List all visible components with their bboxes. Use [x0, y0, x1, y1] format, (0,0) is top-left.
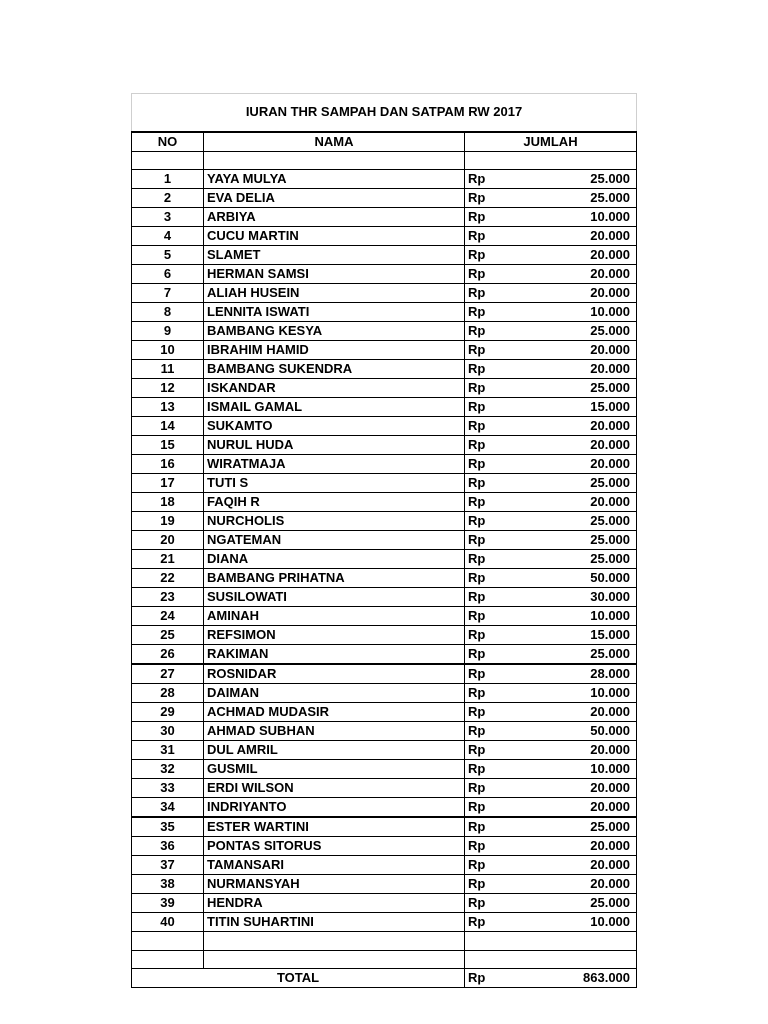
row-amount: 50.000	[513, 569, 637, 588]
table-row	[132, 246, 637, 265]
row-name: NURUL HUDA	[204, 436, 465, 455]
table-row	[132, 569, 637, 588]
row-amount: 20.000	[513, 246, 637, 265]
row-currency: Rp	[465, 322, 513, 341]
row-number: 14	[132, 417, 204, 436]
row-amount: 10.000	[513, 303, 637, 322]
row-number: 1	[132, 170, 204, 189]
total-row	[132, 969, 637, 988]
row-number: 19	[132, 512, 204, 531]
table-row	[132, 189, 637, 208]
row-number: 15	[132, 436, 204, 455]
table-row	[132, 760, 637, 779]
row-currency: Rp	[465, 913, 513, 932]
table-row	[132, 341, 637, 360]
row-number: 13	[132, 398, 204, 417]
row-number: 22	[132, 569, 204, 588]
row-name: NGATEMAN	[204, 531, 465, 550]
row-currency: Rp	[465, 474, 513, 493]
row-number: 2	[132, 189, 204, 208]
row-amount: 20.000	[513, 856, 637, 875]
table-row	[132, 398, 637, 417]
row-amount: 25.000	[513, 645, 637, 665]
row-amount: 20.000	[513, 798, 637, 818]
row-currency: Rp	[465, 664, 513, 684]
row-amount: 25.000	[513, 379, 637, 398]
table-row	[132, 436, 637, 455]
row-number: 10	[132, 341, 204, 360]
row-number: 30	[132, 722, 204, 741]
row-number: 16	[132, 455, 204, 474]
table-row	[132, 837, 637, 856]
row-amount: 25.000	[513, 550, 637, 569]
row-amount: 20.000	[513, 436, 637, 455]
row-currency: Rp	[465, 856, 513, 875]
row-number: 33	[132, 779, 204, 798]
table-row	[132, 284, 637, 303]
row-name: INDRIYANTO	[204, 798, 465, 818]
row-currency: Rp	[465, 379, 513, 398]
table-row	[132, 779, 637, 798]
table-row	[132, 360, 637, 379]
total-label: TOTAL	[132, 969, 465, 988]
row-currency: Rp	[465, 837, 513, 856]
row-currency: Rp	[465, 360, 513, 379]
row-currency: Rp	[465, 455, 513, 474]
table-row	[132, 455, 637, 474]
row-amount: 20.000	[513, 341, 637, 360]
row-number: 24	[132, 607, 204, 626]
table-row	[132, 664, 637, 684]
row-amount: 25.000	[513, 322, 637, 341]
row-name: EVA DELIA	[204, 189, 465, 208]
row-number: 35	[132, 817, 204, 837]
total-currency: Rp	[465, 969, 513, 988]
row-number: 37	[132, 856, 204, 875]
row-name: TUTI S	[204, 474, 465, 493]
table-row	[132, 588, 637, 607]
row-currency: Rp	[465, 722, 513, 741]
blank-row	[132, 950, 637, 968]
row-name: AHMAD SUBHAN	[204, 722, 465, 741]
row-number: 4	[132, 227, 204, 246]
table-row	[132, 379, 637, 398]
row-number: 8	[132, 303, 204, 322]
row-number: 40	[132, 913, 204, 932]
row-currency: Rp	[465, 588, 513, 607]
row-name: LENNITA ISWATI	[204, 303, 465, 322]
table-row	[132, 303, 637, 322]
row-amount: 25.000	[513, 189, 637, 208]
row-amount: 20.000	[513, 779, 637, 798]
row-number: 11	[132, 360, 204, 379]
header-row	[132, 132, 637, 152]
row-name: HENDRA	[204, 894, 465, 913]
table-row	[132, 741, 637, 760]
row-amount: 20.000	[513, 741, 637, 760]
row-name: RAKIMAN	[204, 645, 465, 665]
row-name: DUL AMRIL	[204, 741, 465, 760]
row-currency: Rp	[465, 569, 513, 588]
row-currency: Rp	[465, 779, 513, 798]
row-amount: 25.000	[513, 512, 637, 531]
row-name: TITIN SUHARTINI	[204, 913, 465, 932]
row-name: ISKANDAR	[204, 379, 465, 398]
row-currency: Rp	[465, 817, 513, 837]
table-row	[132, 875, 637, 894]
row-currency: Rp	[465, 607, 513, 626]
table-row	[132, 722, 637, 741]
row-name: ALIAH HUSEIN	[204, 284, 465, 303]
table-row	[132, 474, 637, 493]
row-currency: Rp	[465, 208, 513, 227]
row-name: PONTAS SITORUS	[204, 837, 465, 856]
blank-row	[132, 932, 637, 950]
row-name: AMINAH	[204, 607, 465, 626]
table-row	[132, 798, 637, 818]
row-name: HERMAN SAMSI	[204, 265, 465, 284]
row-amount: 20.000	[513, 703, 637, 722]
row-name: ESTER WARTINI	[204, 817, 465, 837]
row-number: 38	[132, 875, 204, 894]
header-no: NO	[132, 132, 204, 152]
row-currency: Rp	[465, 531, 513, 550]
table-row	[132, 817, 637, 837]
row-number: 18	[132, 493, 204, 512]
row-name: ARBIYA	[204, 208, 465, 227]
table-row	[132, 512, 637, 531]
table-row	[132, 227, 637, 246]
row-amount: 20.000	[513, 227, 637, 246]
row-currency: Rp	[465, 303, 513, 322]
table-row	[132, 265, 637, 284]
row-amount: 15.000	[513, 626, 637, 645]
title-row	[132, 94, 637, 132]
row-currency: Rp	[465, 512, 513, 531]
row-number: 20	[132, 531, 204, 550]
row-name: NURCHOLIS	[204, 512, 465, 531]
table-row	[132, 894, 637, 913]
row-number: 34	[132, 798, 204, 818]
row-amount: 20.000	[513, 493, 637, 512]
row-amount: 20.000	[513, 284, 637, 303]
table-row	[132, 417, 637, 436]
row-amount: 15.000	[513, 398, 637, 417]
contribution-table	[131, 93, 637, 988]
row-number: 31	[132, 741, 204, 760]
row-currency: Rp	[465, 684, 513, 703]
row-currency: Rp	[465, 703, 513, 722]
row-number: 36	[132, 837, 204, 856]
row-number: 27	[132, 664, 204, 684]
row-name: IBRAHIM HAMID	[204, 341, 465, 360]
row-name: REFSIMON	[204, 626, 465, 645]
row-number: 39	[132, 894, 204, 913]
row-number: 25	[132, 626, 204, 645]
row-number: 6	[132, 265, 204, 284]
row-amount: 20.000	[513, 417, 637, 436]
table-row	[132, 645, 637, 665]
row-amount: 10.000	[513, 208, 637, 227]
row-amount: 25.000	[513, 170, 637, 189]
row-amount: 20.000	[513, 360, 637, 379]
row-currency: Rp	[465, 760, 513, 779]
row-currency: Rp	[465, 246, 513, 265]
row-name: FAQIH R	[204, 493, 465, 512]
row-amount: 20.000	[513, 455, 637, 474]
row-currency: Rp	[465, 875, 513, 894]
row-amount: 25.000	[513, 474, 637, 493]
table-row	[132, 493, 637, 512]
row-number: 9	[132, 322, 204, 341]
row-number: 32	[132, 760, 204, 779]
row-amount: 10.000	[513, 913, 637, 932]
table-row	[132, 703, 637, 722]
row-currency: Rp	[465, 189, 513, 208]
header-name: NAMA	[204, 132, 465, 152]
row-name: DAIMAN	[204, 684, 465, 703]
row-name: NURMANSYAH	[204, 875, 465, 894]
row-name: SLAMET	[204, 246, 465, 265]
row-amount: 25.000	[513, 531, 637, 550]
row-currency: Rp	[465, 265, 513, 284]
row-number: 23	[132, 588, 204, 607]
table-row	[132, 913, 637, 932]
row-currency: Rp	[465, 798, 513, 818]
row-name: ACHMAD MUDASIR	[204, 703, 465, 722]
row-currency: Rp	[465, 626, 513, 645]
row-currency: Rp	[465, 436, 513, 455]
table-row	[132, 322, 637, 341]
table-row	[132, 856, 637, 875]
row-name: SUSILOWATI	[204, 588, 465, 607]
row-currency: Rp	[465, 645, 513, 665]
table-row	[132, 531, 637, 550]
row-currency: Rp	[465, 284, 513, 303]
row-amount: 10.000	[513, 684, 637, 703]
row-name: ERDI WILSON	[204, 779, 465, 798]
row-number: 17	[132, 474, 204, 493]
header-amount: JUMLAH	[465, 132, 637, 152]
blank-row	[132, 152, 637, 170]
row-currency: Rp	[465, 227, 513, 246]
row-currency: Rp	[465, 894, 513, 913]
row-number: 26	[132, 645, 204, 665]
row-number: 12	[132, 379, 204, 398]
row-currency: Rp	[465, 341, 513, 360]
row-name: CUCU MARTIN	[204, 227, 465, 246]
row-name: ROSNIDAR	[204, 664, 465, 684]
row-number: 3	[132, 208, 204, 227]
row-name: BAMBANG PRIHATNA	[204, 569, 465, 588]
table-row	[132, 170, 637, 189]
row-amount: 10.000	[513, 760, 637, 779]
row-currency: Rp	[465, 550, 513, 569]
row-name: SUKAMTO	[204, 417, 465, 436]
table-row	[132, 550, 637, 569]
row-currency: Rp	[465, 417, 513, 436]
row-amount: 10.000	[513, 607, 637, 626]
row-amount: 30.000	[513, 588, 637, 607]
row-name: BAMBANG KESYA	[204, 322, 465, 341]
row-number: 5	[132, 246, 204, 265]
row-amount: 28.000	[513, 664, 637, 684]
table-row	[132, 626, 637, 645]
row-currency: Rp	[465, 398, 513, 417]
row-amount: 25.000	[513, 894, 637, 913]
row-number: 7	[132, 284, 204, 303]
row-number: 29	[132, 703, 204, 722]
table-row	[132, 607, 637, 626]
row-number: 21	[132, 550, 204, 569]
row-name: TAMANSARI	[204, 856, 465, 875]
row-name: DIANA	[204, 550, 465, 569]
row-currency: Rp	[465, 170, 513, 189]
row-currency: Rp	[465, 741, 513, 760]
row-number: 28	[132, 684, 204, 703]
table-title: IURAN THR SAMPAH DAN SATPAM RW 2017	[132, 94, 637, 132]
row-amount: 50.000	[513, 722, 637, 741]
row-name: BAMBANG SUKENDRA	[204, 360, 465, 379]
row-amount: 20.000	[513, 837, 637, 856]
table-row	[132, 208, 637, 227]
row-amount: 20.000	[513, 875, 637, 894]
row-amount: 20.000	[513, 265, 637, 284]
row-name: GUSMIL	[204, 760, 465, 779]
row-name: ISMAIL GAMAL	[204, 398, 465, 417]
row-amount: 25.000	[513, 817, 637, 837]
row-name: WIRATMAJA	[204, 455, 465, 474]
row-currency: Rp	[465, 493, 513, 512]
table-row	[132, 684, 637, 703]
total-amount: 863.000	[513, 969, 637, 988]
row-name: YAYA MULYA	[204, 170, 465, 189]
